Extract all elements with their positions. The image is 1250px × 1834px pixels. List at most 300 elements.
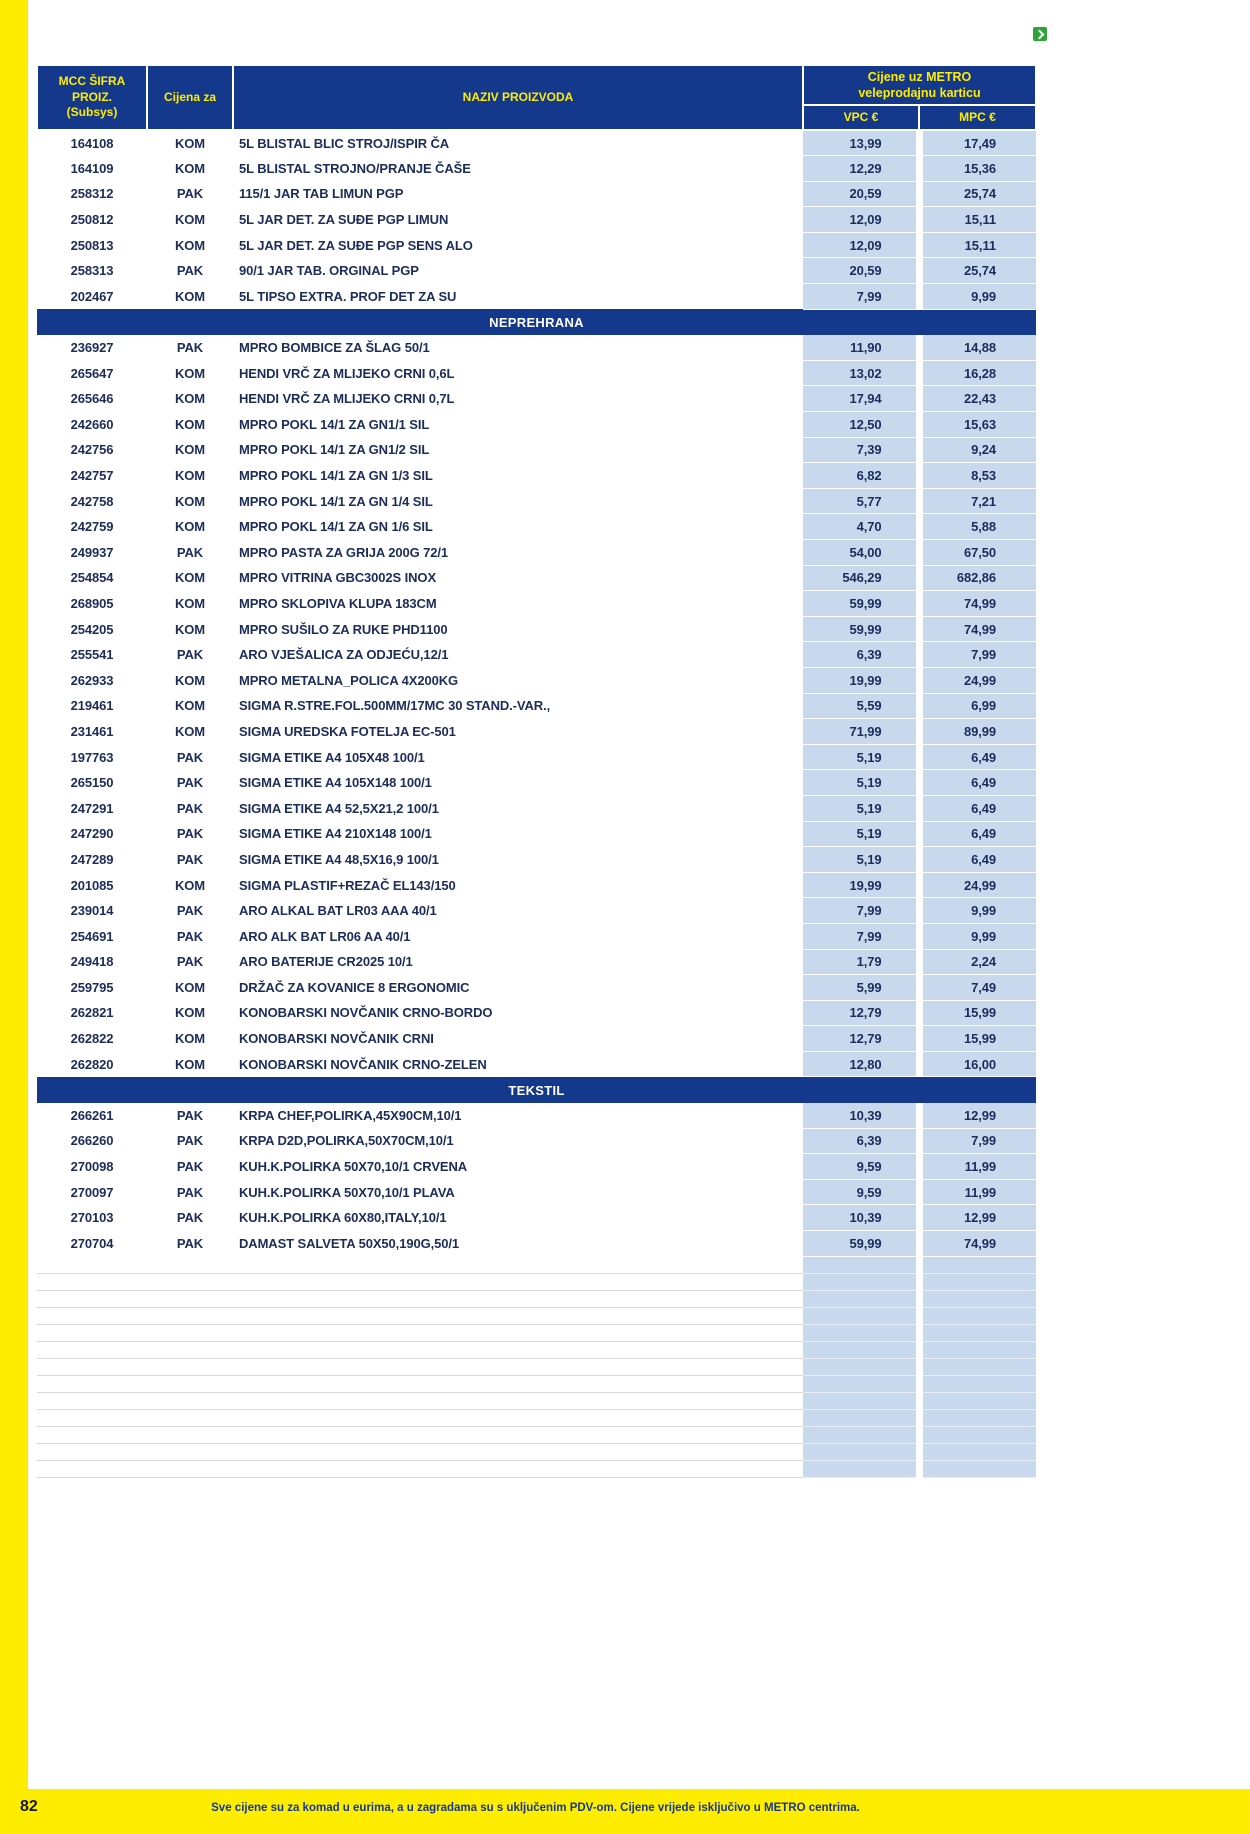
- unit-cell: PAK: [176, 954, 204, 970]
- product-code-cell: 270103: [70, 1210, 114, 1226]
- mpc-price-cell: 25,74: [919, 181, 1036, 207]
- table-row: [37, 1231, 1036, 1257]
- unit-cell: [147, 1460, 233, 1477]
- product-name-cell: MPRO POKL 14/1 ZA GN 1/3 SIL: [239, 468, 433, 484]
- header-code-line1: MCC ŠIFRA PROIZ.: [58, 74, 126, 104]
- mpc-price-cell: 14,88: [919, 335, 1036, 361]
- product-name-cell: [233, 1256, 803, 1273]
- product-name-cell: [233, 1341, 803, 1358]
- unit-cell: KOM: [174, 288, 206, 304]
- product-name-cell: KONOBARSKI NOVČANIK CRNO-ZELEN: [239, 1056, 487, 1072]
- table-row: [37, 514, 1036, 540]
- table-row: [37, 744, 1036, 770]
- vpc-price-cell: 6,39: [803, 1128, 919, 1154]
- product-name-cell: KUH.K.POLIRKA 50X70,10/1 CRVENA: [239, 1159, 468, 1175]
- vpc-price-cell: [803, 1375, 919, 1392]
- product-code-cell: 242660: [70, 416, 114, 432]
- product-name-cell: MPRO SKLOPIVA KLUPA 183CM: [239, 595, 437, 611]
- vpc-price-cell: 59,99: [803, 591, 919, 617]
- mpc-price-cell: 6,99: [919, 693, 1036, 719]
- product-name-cell: SIGMA ETIKE A4 52,5X21,2 100/1: [239, 800, 439, 816]
- mpc-price-cell: 74,99: [919, 616, 1036, 642]
- product-code-cell: 259795: [70, 979, 114, 995]
- vpc-price-cell: [803, 1392, 919, 1409]
- product-code-cell: [37, 1392, 147, 1409]
- vpc-price-cell: 54,00: [803, 540, 919, 566]
- table-row: [37, 360, 1036, 386]
- vpc-price-cell: 4,70: [803, 514, 919, 540]
- table-row: [37, 488, 1036, 514]
- product-code-cell: [37, 1426, 147, 1443]
- mpc-price-cell: [919, 1426, 1036, 1443]
- mpc-price-cell: 16,00: [919, 1051, 1036, 1077]
- product-name-cell: [233, 1426, 803, 1443]
- empty-table-row: [37, 1358, 1036, 1375]
- product-name-cell: [233, 1324, 803, 1341]
- table-row: [37, 1179, 1036, 1205]
- vpc-price-cell: 12,29: [803, 156, 919, 182]
- mpc-price-cell: 5,88: [919, 514, 1036, 540]
- mpc-price-cell: 7,99: [919, 642, 1036, 668]
- mpc-price-cell: 89,99: [919, 719, 1036, 745]
- unit-cell: KOM: [174, 621, 206, 637]
- mpc-price-cell: 11,99: [919, 1179, 1036, 1205]
- empty-table-row: [37, 1324, 1036, 1341]
- unit-cell: PAK: [176, 263, 204, 279]
- empty-table-row: [37, 1392, 1036, 1409]
- product-code-cell: [37, 1375, 147, 1392]
- product-name-cell: 5L TIPSO EXTRA. PROF DET ZA SU: [239, 288, 457, 304]
- unit-cell: KOM: [174, 877, 206, 893]
- unit-cell: PAK: [176, 1210, 204, 1226]
- mpc-price-cell: 15,63: [919, 412, 1036, 438]
- header-unit-column: Cijena za: [147, 65, 233, 130]
- mpc-price-cell: 9,99: [919, 923, 1036, 949]
- unit-cell: PAK: [176, 903, 204, 919]
- table-row: [37, 386, 1036, 412]
- product-name-cell: ARO BATERIJE CR2025 10/1: [239, 954, 413, 970]
- product-name-cell: ARO ALKAL BAT LR03 AAA 40/1: [239, 903, 437, 919]
- unit-cell: KOM: [174, 493, 206, 509]
- vpc-price-cell: 5,19: [803, 821, 919, 847]
- product-name-cell: 115/1 JAR TAB LIMUN PGP: [239, 186, 404, 202]
- mpc-price-cell: 6,49: [919, 821, 1036, 847]
- mpc-price-cell: [919, 1392, 1036, 1409]
- unit-cell: KOM: [174, 1056, 206, 1072]
- empty-table-row: [37, 1290, 1036, 1307]
- product-code-cell: 262820: [70, 1056, 114, 1072]
- unit-cell: [147, 1358, 233, 1375]
- unit-cell: KOM: [174, 468, 206, 484]
- unit-cell: KOM: [174, 723, 206, 739]
- vpc-price-cell: 9,59: [803, 1154, 919, 1180]
- product-name-cell: MPRO POKL 14/1 ZA GN1/2 SIL: [239, 442, 430, 458]
- mpc-price-cell: [919, 1307, 1036, 1324]
- vpc-price-cell: 59,99: [803, 616, 919, 642]
- table-row: [37, 642, 1036, 668]
- unit-cell: KOM: [174, 519, 206, 535]
- product-code-cell: 236927: [70, 340, 114, 356]
- footer-disclaimer: Sve cijene su za komad u eurima, a u zagradama su s uključenim PDV-om. Cijene vrijede isključivo u METRO centrima.: [211, 1802, 860, 1814]
- vpc-price-cell: 19,99: [803, 872, 919, 898]
- mpc-price-cell: 6,49: [919, 744, 1036, 770]
- header-price-group: Cijene uz METRO veleprodajnu karticu: [803, 65, 1036, 105]
- vpc-price-cell: 5,99: [803, 975, 919, 1001]
- mpc-price-cell: [919, 1273, 1036, 1290]
- product-name-cell: MPRO VITRINA GBC3002S INOX: [239, 570, 437, 586]
- table-row: [37, 821, 1036, 847]
- empty-table-row: [37, 1256, 1036, 1273]
- product-code-cell: 242756: [70, 442, 114, 458]
- product-code-cell: [37, 1290, 147, 1307]
- mpc-price-cell: 15,11: [919, 232, 1036, 258]
- table-row: [37, 1051, 1036, 1077]
- mpc-price-cell: 9,24: [919, 437, 1036, 463]
- product-name-cell: 5L JAR DET. ZA SUĐE PGP SENS ALO: [239, 237, 473, 253]
- table-row: [37, 463, 1036, 489]
- header-code-line2: (Subsys): [66, 105, 118, 120]
- unit-cell: PAK: [176, 1107, 204, 1123]
- mpc-price-cell: 22,43: [919, 386, 1036, 412]
- vpc-price-cell: [803, 1426, 919, 1443]
- product-code-cell: [37, 1341, 147, 1358]
- vpc-price-cell: [803, 1341, 919, 1358]
- product-code-cell: 242757: [70, 468, 114, 484]
- product-code-cell: 268905: [70, 595, 114, 611]
- product-code-cell: [37, 1358, 147, 1375]
- unit-cell: PAK: [176, 647, 204, 663]
- unit-cell: PAK: [176, 1159, 204, 1175]
- mpc-price-cell: [919, 1375, 1036, 1392]
- unit-cell: [147, 1443, 233, 1460]
- unit-cell: KOM: [174, 1031, 206, 1047]
- product-name-cell: ARO VJEŠALICA ZA ODJEĆU,12/1: [239, 647, 449, 663]
- mpc-price-cell: 15,36: [919, 156, 1036, 182]
- unit-cell: KOM: [174, 212, 206, 228]
- price-table: [36, 64, 1037, 1478]
- product-code-cell: 250812: [70, 212, 114, 228]
- table-row: [37, 719, 1036, 745]
- mpc-price-cell: 7,21: [919, 488, 1036, 514]
- table-row: [37, 923, 1036, 949]
- mpc-price-cell: [919, 1256, 1036, 1273]
- mpc-price-cell: [919, 1409, 1036, 1426]
- vpc-price-cell: 12,09: [803, 232, 919, 258]
- product-code-cell: 266261: [70, 1107, 114, 1123]
- mpc-price-cell: 8,53: [919, 463, 1036, 489]
- table-row: [37, 565, 1036, 591]
- unit-cell: KOM: [174, 442, 206, 458]
- table-row: [37, 693, 1036, 719]
- product-code-cell: 202467: [70, 288, 114, 304]
- table-row: [37, 975, 1036, 1001]
- product-name-cell: HENDI VRČ ZA MLIJEKO CRNI 0,6L: [239, 365, 455, 381]
- unit-cell: PAK: [176, 749, 204, 765]
- unit-cell: PAK: [176, 186, 204, 202]
- product-name-cell: 90/1 JAR TAB. ORGINAL PGP: [239, 263, 419, 279]
- unit-cell: [147, 1392, 233, 1409]
- unit-cell: [147, 1409, 233, 1426]
- mpc-price-cell: 2,24: [919, 949, 1036, 975]
- vpc-price-cell: [803, 1443, 919, 1460]
- mpc-price-cell: 12,99: [919, 1205, 1036, 1231]
- product-name-cell: SIGMA UREDSKA FOTELJA EC-501: [239, 723, 456, 739]
- vpc-price-cell: 5,19: [803, 770, 919, 796]
- product-code-cell: 247289: [70, 851, 114, 867]
- mpc-price-cell: 6,49: [919, 847, 1036, 873]
- product-name-cell: DRŽAČ ZA KOVANICE 8 ERGONOMIC: [239, 979, 470, 995]
- product-code-cell: 250813: [70, 237, 114, 253]
- product-code-cell: 262933: [70, 672, 114, 688]
- mpc-price-cell: 16,28: [919, 360, 1036, 386]
- mpc-price-cell: 15,99: [919, 1000, 1036, 1026]
- product-name-cell: MPRO POKL 14/1 ZA GN1/1 SIL: [239, 416, 430, 432]
- product-name-cell: [233, 1392, 803, 1409]
- table-row: [37, 847, 1036, 873]
- product-name-cell: ARO ALK BAT LR06 AA 40/1: [239, 928, 411, 944]
- unit-cell: PAK: [176, 340, 204, 356]
- product-name-cell: [233, 1290, 803, 1307]
- left-yellow-strip: [0, 0, 28, 1834]
- empty-table-row: [37, 1273, 1036, 1290]
- unit-cell: [147, 1290, 233, 1307]
- unit-cell: PAK: [176, 1184, 204, 1200]
- table-row: [37, 156, 1036, 182]
- product-name-cell: MPRO BOMBICE ZA ŠLAG 50/1: [239, 340, 430, 356]
- product-name-cell: KRPA D2D,POLIRKA,50X70CM,10/1: [239, 1133, 454, 1149]
- product-code-cell: 265150: [70, 775, 114, 791]
- product-code-cell: [37, 1256, 147, 1273]
- product-code-cell: 249418: [70, 954, 114, 970]
- product-code-cell: 164109: [70, 160, 114, 176]
- vpc-price-cell: 5,19: [803, 795, 919, 821]
- empty-table-row: [37, 1443, 1036, 1460]
- unit-cell: KOM: [174, 391, 206, 407]
- unit-cell: KOM: [174, 570, 206, 586]
- product-code-cell: 231461: [70, 723, 114, 739]
- header-mpc-column: MPC €: [919, 105, 1036, 130]
- product-code-cell: 219461: [70, 698, 114, 714]
- green-marker-icon: [1033, 27, 1047, 41]
- table-row: [37, 1103, 1036, 1129]
- vpc-price-cell: 546,29: [803, 565, 919, 591]
- product-name-cell: 5L JAR DET. ZA SUĐE PGP LIMUN: [239, 212, 449, 228]
- mpc-price-cell: 74,99: [919, 1231, 1036, 1257]
- table-row: [37, 949, 1036, 975]
- unit-cell: KOM: [174, 979, 206, 995]
- mpc-price-cell: 15,11: [919, 207, 1036, 233]
- vpc-price-cell: 17,94: [803, 386, 919, 412]
- mpc-price-cell: 7,99: [919, 1128, 1036, 1154]
- table-row: [37, 1205, 1036, 1231]
- unit-cell: KOM: [174, 416, 206, 432]
- mpc-price-cell: 24,99: [919, 872, 1036, 898]
- product-code-cell: 266260: [70, 1133, 114, 1149]
- unit-cell: [147, 1341, 233, 1358]
- product-name-cell: KRPA CHEF,POLIRKA,45X90CM,10/1: [239, 1107, 462, 1123]
- mpc-price-cell: 12,99: [919, 1103, 1036, 1129]
- vpc-price-cell: 19,99: [803, 667, 919, 693]
- product-name-cell: [233, 1460, 803, 1477]
- product-code-cell: 254205: [70, 621, 114, 637]
- unit-cell: [147, 1256, 233, 1273]
- section-title: TEKSTIL: [37, 1077, 1036, 1103]
- table-row: [37, 284, 1036, 310]
- unit-cell: PAK: [176, 1133, 204, 1149]
- empty-table-row: [37, 1375, 1036, 1392]
- vpc-price-cell: 71,99: [803, 719, 919, 745]
- product-name-cell: [233, 1409, 803, 1426]
- mpc-price-cell: [919, 1358, 1036, 1375]
- table-row: [37, 437, 1036, 463]
- table-row: [37, 872, 1036, 898]
- vpc-price-cell: 1,79: [803, 949, 919, 975]
- table-row: [37, 1154, 1036, 1180]
- unit-cell: KOM: [174, 135, 206, 151]
- vpc-price-cell: 7,99: [803, 898, 919, 924]
- vpc-price-cell: 20,59: [803, 258, 919, 284]
- product-name-cell: SIGMA ETIKE A4 105X148 100/1: [239, 775, 432, 791]
- table-row: [37, 258, 1036, 284]
- product-code-cell: 262821: [70, 1005, 114, 1021]
- table-row: [37, 1000, 1036, 1026]
- mpc-price-cell: 24,99: [919, 667, 1036, 693]
- unit-cell: [147, 1426, 233, 1443]
- product-code-cell: 258312: [70, 186, 114, 202]
- header-code-column: [37, 65, 147, 130]
- product-name-cell: 5L BLISTAL BLIC STROJ/ISPIR ČA: [239, 135, 450, 151]
- mpc-price-cell: 15,99: [919, 1026, 1036, 1052]
- mpc-price-cell: 25,74: [919, 258, 1036, 284]
- vpc-price-cell: 10,39: [803, 1103, 919, 1129]
- mpc-price-cell: 74,99: [919, 591, 1036, 617]
- table-row: [37, 898, 1036, 924]
- table-row: [37, 207, 1036, 233]
- table-row: [37, 591, 1036, 617]
- product-code-cell: 254854: [70, 570, 114, 586]
- unit-cell: PAK: [176, 775, 204, 791]
- product-name-cell: DAMAST SALVETA 50X50,190G,50/1: [239, 1235, 460, 1251]
- product-code-cell: 247291: [70, 800, 114, 816]
- vpc-price-cell: [803, 1256, 919, 1273]
- unit-cell: [147, 1324, 233, 1341]
- unit-cell: KOM: [174, 672, 206, 688]
- vpc-price-cell: 10,39: [803, 1205, 919, 1231]
- product-code-cell: 242759: [70, 519, 114, 535]
- section-title: NEPREHRANA: [37, 309, 1036, 335]
- product-name-cell: KUH.K.POLIRKA 60X80,ITALY,10/1: [239, 1210, 447, 1226]
- vpc-price-cell: 20,59: [803, 181, 919, 207]
- table-row: [37, 795, 1036, 821]
- product-name-cell: [233, 1443, 803, 1460]
- product-code-cell: 270097: [70, 1184, 114, 1200]
- product-code-cell: 265646: [70, 391, 114, 407]
- table-row: [37, 412, 1036, 438]
- product-name-cell: [233, 1273, 803, 1290]
- empty-table-row: [37, 1409, 1036, 1426]
- vpc-price-cell: 7,39: [803, 437, 919, 463]
- product-code-cell: 265647: [70, 365, 114, 381]
- vpc-price-cell: 5,19: [803, 744, 919, 770]
- header-product-name-column: NAZIV PROIZVODA: [233, 65, 803, 130]
- mpc-price-cell: 7,49: [919, 975, 1036, 1001]
- unit-cell: KOM: [174, 595, 206, 611]
- vpc-price-cell: 12,79: [803, 1000, 919, 1026]
- product-code-cell: 239014: [70, 903, 114, 919]
- unit-cell: PAK: [176, 800, 204, 816]
- table-row: [37, 335, 1036, 361]
- mpc-price-cell: [919, 1324, 1036, 1341]
- product-code-cell: 270704: [70, 1235, 114, 1251]
- table-row: [37, 232, 1036, 258]
- unit-cell: PAK: [176, 928, 204, 944]
- mpc-price-cell: 9,99: [919, 898, 1036, 924]
- product-code-cell: 262822: [70, 1031, 114, 1047]
- vpc-price-cell: 13,02: [803, 360, 919, 386]
- unit-cell: KOM: [174, 365, 206, 381]
- unit-cell: [147, 1273, 233, 1290]
- vpc-price-cell: 59,99: [803, 1231, 919, 1257]
- empty-table-row: [37, 1426, 1036, 1443]
- vpc-price-cell: [803, 1358, 919, 1375]
- table-row: [37, 130, 1036, 156]
- vpc-price-cell: [803, 1290, 919, 1307]
- product-code-cell: [37, 1409, 147, 1426]
- empty-table-row: [37, 1341, 1036, 1358]
- mpc-price-cell: 682,86: [919, 565, 1036, 591]
- vpc-price-cell: 12,50: [803, 412, 919, 438]
- unit-cell: PAK: [176, 544, 204, 560]
- product-name-cell: MPRO POKL 14/1 ZA GN 1/6 SIL: [239, 519, 433, 535]
- vpc-price-cell: [803, 1307, 919, 1324]
- vpc-price-cell: 6,39: [803, 642, 919, 668]
- product-name-cell: [233, 1358, 803, 1375]
- unit-cell: PAK: [176, 826, 204, 842]
- product-code-cell: 270098: [70, 1159, 114, 1175]
- price-table-container: [36, 64, 1035, 1478]
- vpc-price-cell: 7,99: [803, 923, 919, 949]
- product-code-cell: 201085: [70, 877, 114, 893]
- product-name-cell: [233, 1307, 803, 1324]
- vpc-price-cell: 6,82: [803, 463, 919, 489]
- unit-cell: KOM: [174, 698, 206, 714]
- vpc-price-cell: 12,79: [803, 1026, 919, 1052]
- product-code-cell: [37, 1443, 147, 1460]
- product-code-cell: 197763: [70, 749, 114, 765]
- table-row: [37, 1026, 1036, 1052]
- product-code-cell: 249937: [70, 544, 114, 560]
- price-table-body: [37, 130, 1036, 1477]
- product-name-cell: KONOBARSKI NOVČANIK CRNO-BORDO: [239, 1005, 493, 1021]
- product-name-cell: SIGMA R.STRE.FOL.500MM/17MC 30 STAND.-VAR.,: [239, 698, 551, 714]
- unit-cell: KOM: [174, 237, 206, 253]
- product-name-cell: 5L BLISTAL STROJNO/PRANJE ČAŠE: [239, 160, 471, 176]
- table-row: [37, 540, 1036, 566]
- page-number: 82: [20, 1798, 38, 1815]
- vpc-price-cell: 5,77: [803, 488, 919, 514]
- product-name-cell: MPRO SUŠILO ZA RUKE PHD1100: [239, 621, 448, 637]
- unit-cell: KOM: [174, 1005, 206, 1021]
- unit-cell: PAK: [176, 851, 204, 867]
- product-code-cell: [37, 1460, 147, 1477]
- product-name-cell: SIGMA ETIKE A4 105X48 100/1: [239, 749, 425, 765]
- section-header-row: [37, 1077, 1036, 1103]
- vpc-price-cell: [803, 1324, 919, 1341]
- product-code-cell: [37, 1273, 147, 1290]
- vpc-price-cell: 9,59: [803, 1179, 919, 1205]
- product-name-cell: MPRO PASTA ZA GRIJA 200G 72/1: [239, 544, 449, 560]
- table-row: [37, 667, 1036, 693]
